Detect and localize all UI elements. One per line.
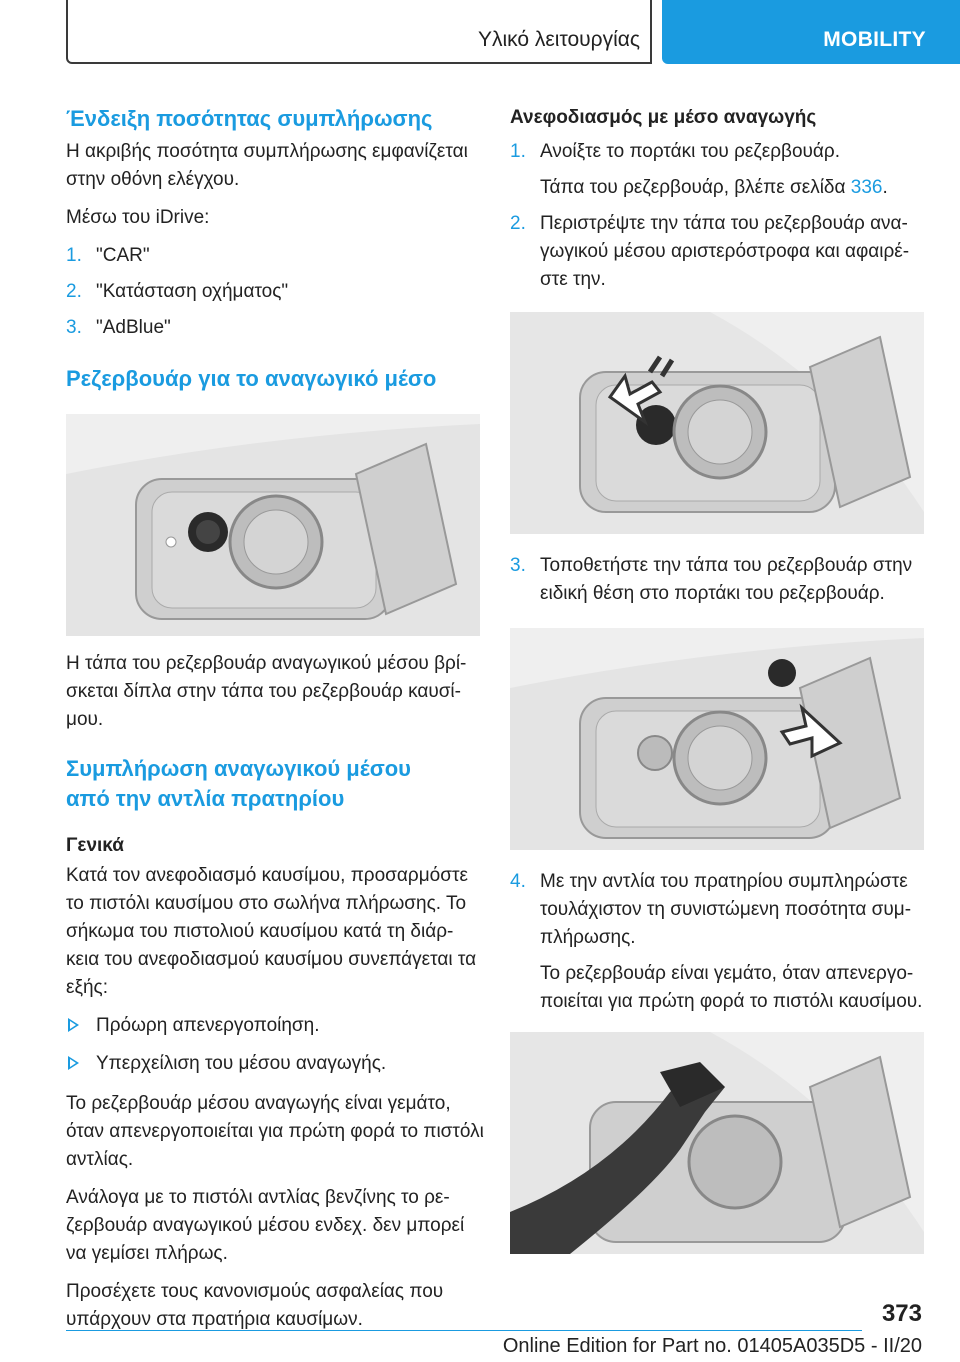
heading-line: Συμπλήρωση αναγωγικού μέσου [66,756,411,781]
page-number: 373 [881,1300,922,1327]
list-item [66,278,486,314]
photo-pump-nozzle [510,1032,924,1254]
note-text: Τάπα του ρεζερβουάρ, βλέπε σελίδα [540,177,851,198]
bullet-text: Πρόωρη απενεργοποίηση. [96,1015,320,1036]
list-text: Περιστρέψτε την τάπα του ρεζερβουάρ ανα- γωγικού μέσου αριστερόστροφα και αφαιρέ- στε την. [540,213,910,290]
list-item [66,314,486,350]
list-item [66,242,486,278]
subheading-general: Γενικά [66,835,124,856]
paragraph: Ανάλογα με το πιστόλι αντλίας βενζίνης το ρε- ζερβουάρ αναγωγικού μέσου ενδεχ. δεν μπορεί να γεμίσει πλήρως. [66,1187,465,1264]
heading-fill-level-display: Ένδειξη ποσότητας συμπλήρωσης [66,106,433,131]
list-text: "AdBlue" [96,317,171,338]
left-column [66,104,486,1334]
list-number: 2. [510,213,526,234]
bullet-item [66,1050,486,1082]
paragraph: Η ακριβής ποσότητα συμπλήρωσης εμφανίζεται στην οθόνη ελέγχου. [66,141,468,190]
bullet-text: Υπερχείλιση του μέσου αναγωγής. [96,1053,387,1074]
footer-rule [66,1330,862,1331]
header-chapter-tab [662,0,960,64]
list-number: 1. [510,141,526,162]
heading-refuel-reductant: Ανεφοδιασμός με μέσο αναγωγής [510,107,817,128]
list-text: Με την αντλία του πρατηρίου συμπληρώστε τουλάχιστον τη συνιστώμενη ποσότητα συμ- πλήρωσης. [540,871,912,948]
header-section-title: Υλικό λειτουργίας [478,28,640,51]
ordered-list [66,242,486,350]
heading-line: από την αντλία πρατηρίου [66,786,345,811]
photo-store-cap [510,628,924,850]
right-column [510,104,930,1254]
list-number: 3. [510,555,526,576]
header-chapter-title: MOBILITY [823,28,926,51]
heading-fill-from-pump [66,754,486,814]
triangle-bullet-icon [68,1056,79,1070]
note-text: . [882,177,888,198]
bullet-list [66,1012,486,1082]
list-number: 4. [510,871,526,892]
step-4-note: Το ρεζερβουάρ είναι γεμάτο, όταν απενεργο- ποιείται για πρώτη φορά το πιστόλι καυσίμου. [540,963,923,1012]
bullet-item [66,1012,486,1050]
list-number: 3. [66,317,82,338]
photo-tank-flap-closed [66,414,480,636]
page-link[interactable]: 336 [850,177,883,198]
step-2 [510,210,930,294]
caption: Η τάπα του ρεζερβουάρ αναγωγικού μέσου βρί- σκεται δίπλα στην τάπα του ρεζερβουάρ καυσί- μου. [66,653,467,730]
footer-edition: Online Edition for Part no. 01405A035D5 - II/20 [502,1335,922,1357]
list-text: "CAR" [96,245,150,266]
step-1 [510,138,930,166]
step-1-note [540,174,930,202]
paragraph: Το ρεζερβουάρ μέσου αναγωγής είναι γεμάτο, όταν απενεργοποιείται για πρώτη φορά το πιστόλι αντλίας. [66,1093,484,1170]
photo-remove-cap [510,312,924,534]
step-4 [510,868,930,952]
list-text: "Κατάσταση οχήματος" [96,281,289,302]
list-number: 2. [66,281,82,302]
list-text: Τοποθετήστε την τάπα του ρεζερβουάρ στην ειδική θέση στο πορτάκι του ρεζερβουάρ. [540,555,913,604]
list-number: 1. [66,245,82,266]
paragraph: Κατά τον ανεφοδιασμό καυσίμου, προσαρμόστε το πιστόλι καυσίμου στο σωλήνα πλήρωσης. Το σήκωμα του πιστολιού καυσίμου κατά τη διάρ- κεια του ανεφοδιασμού καυσίμου συνεπάγεται τα εξής: [66,865,477,998]
triangle-bullet-icon [68,1018,79,1032]
list-text: Ανοίξτε το πορτάκι του ρεζερβουάρ. [540,141,840,162]
paragraph: Μέσω του iDrive: [66,207,210,228]
heading-reductant-tank: Ρεζερβουάρ για το αναγωγικό μέσο [66,366,437,391]
step-3 [510,552,930,608]
paragraph: Προσέχετε τους κανονισμούς ασφαλείας που υπάρχουν στα πρατήρια καυσίμων. [66,1281,444,1330]
